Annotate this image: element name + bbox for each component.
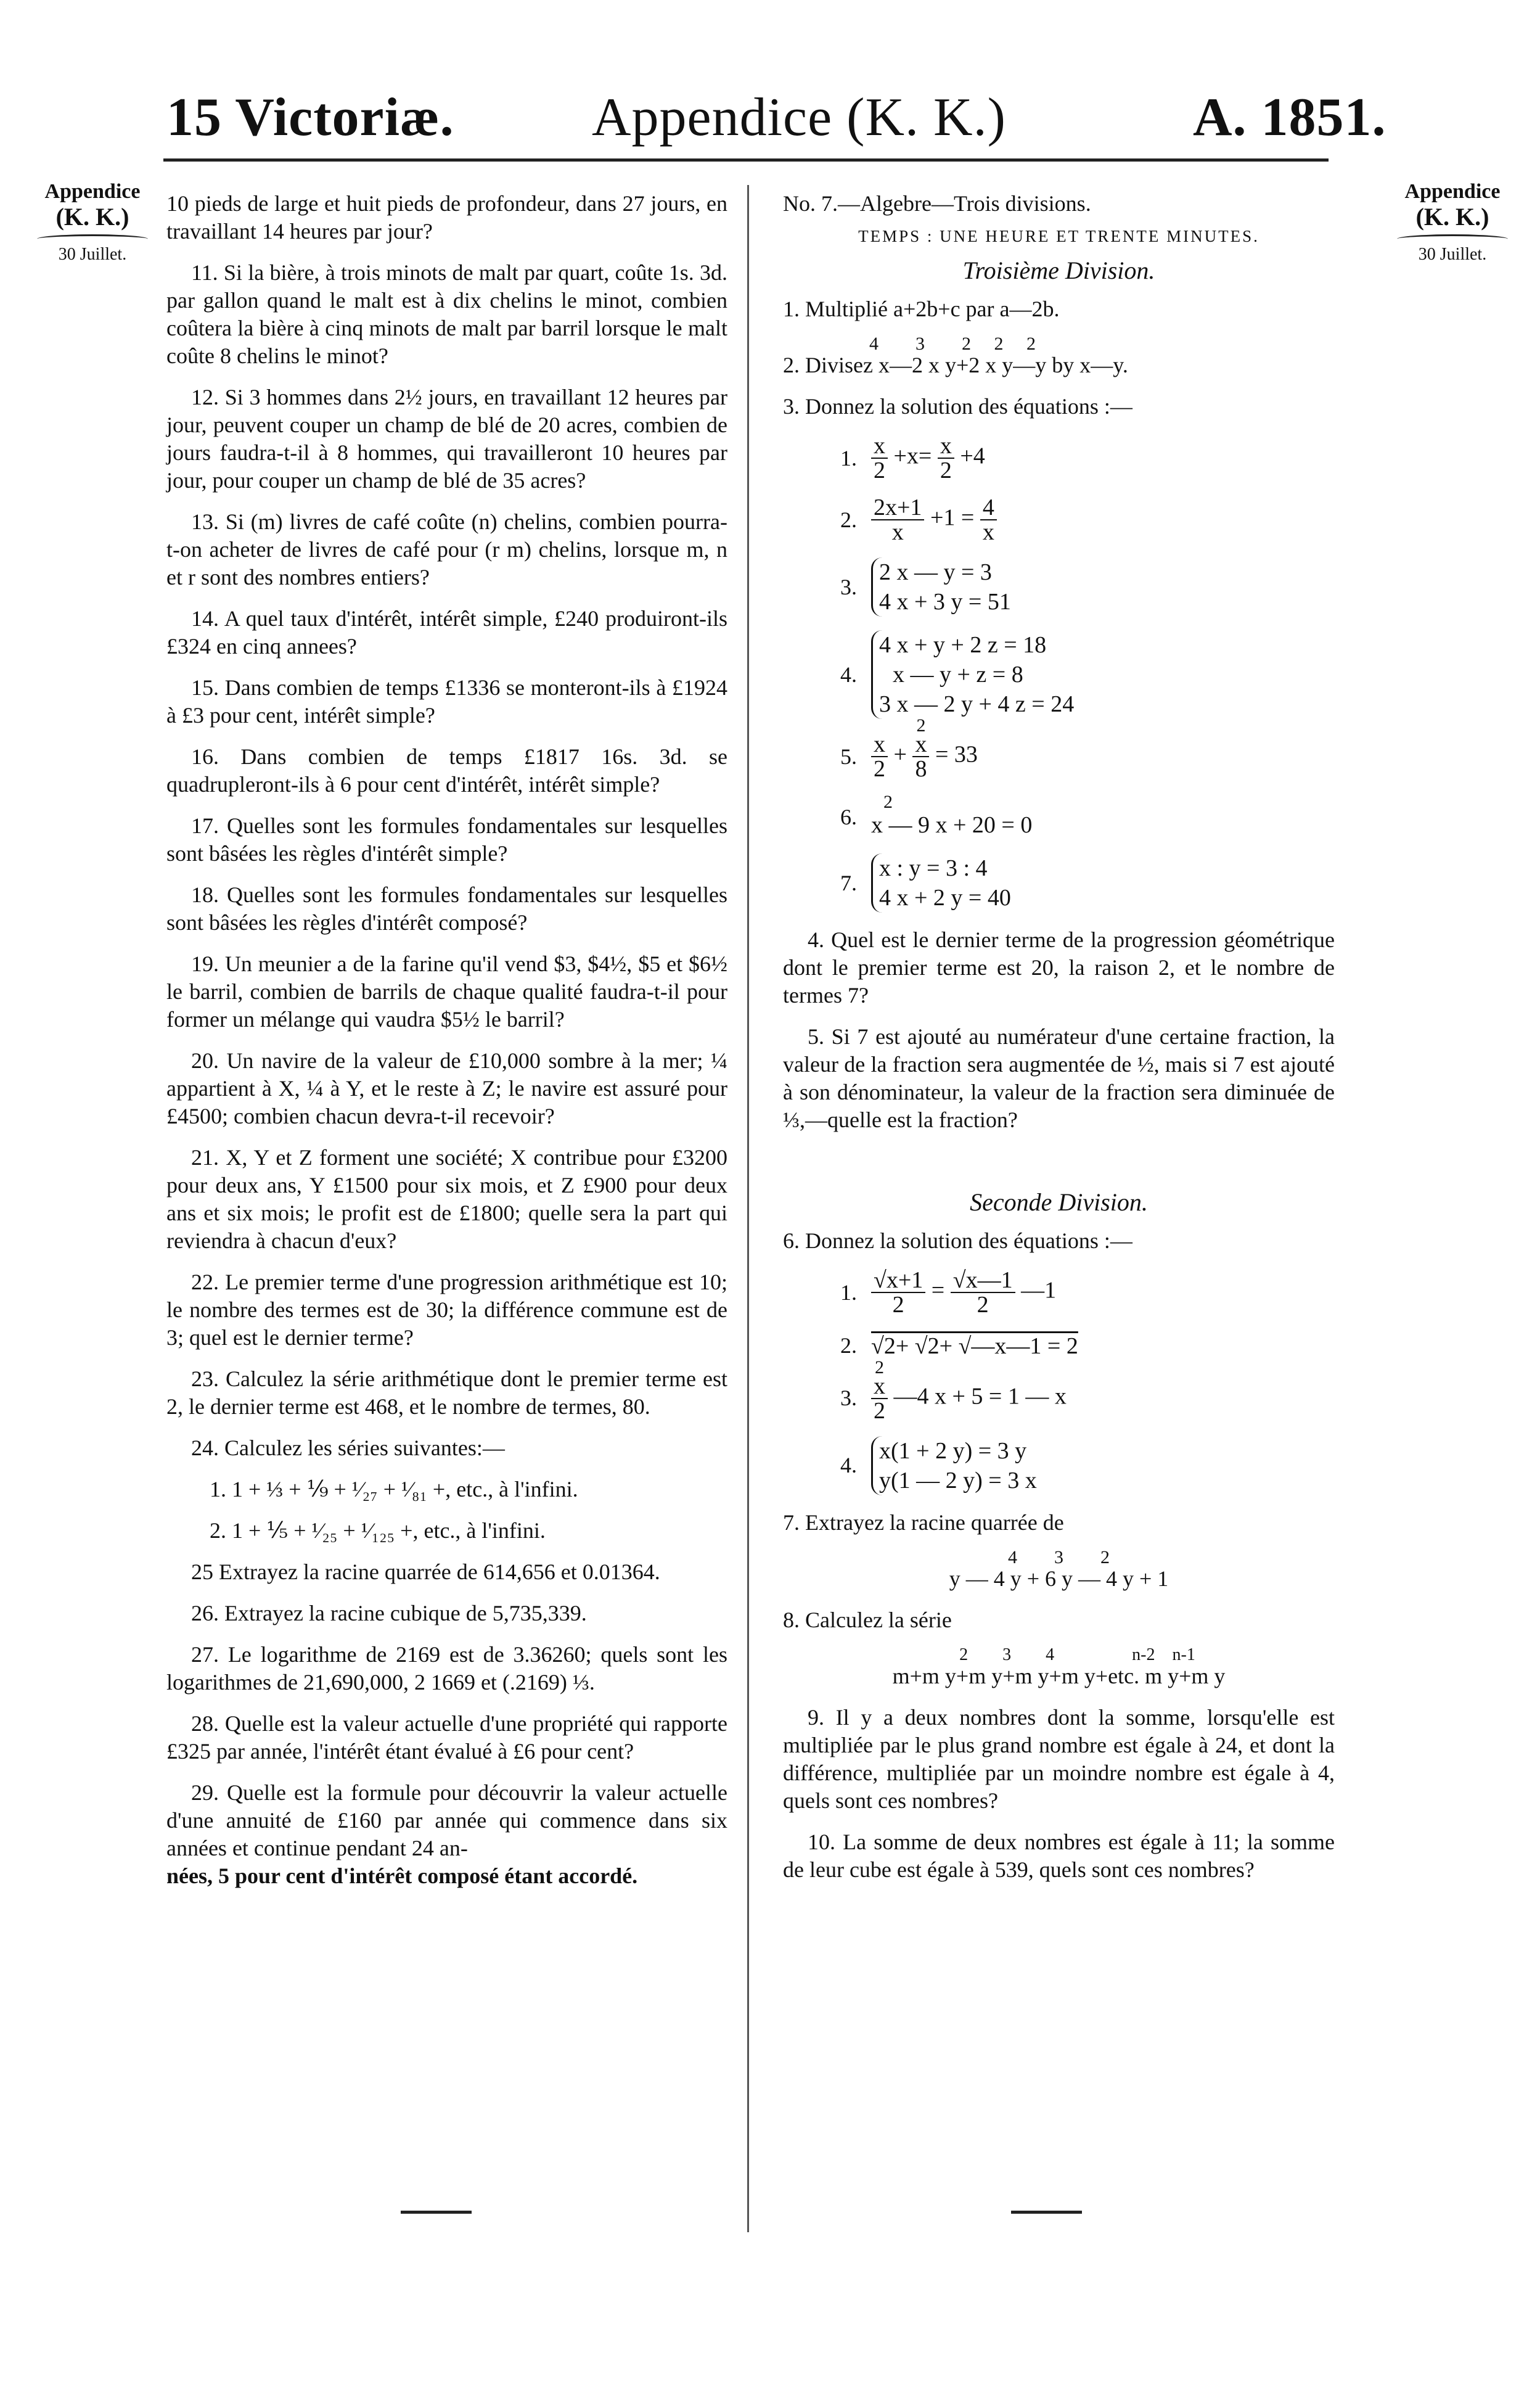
margin-note-date: 30 Juillet. xyxy=(1418,245,1487,264)
denominator: 2 xyxy=(874,1397,885,1424)
end-rule xyxy=(401,2211,472,2214)
question-22: 22. Le premier terme d'une progression arithmétique est 10; le nombre des termes est de 30; la différence commune est de 3; quel est le dernier terme? xyxy=(166,1270,727,1350)
denominator: 2 xyxy=(940,458,952,483)
header-session: 15 Victoriæ. xyxy=(166,88,454,147)
algebra-q6: 6. Donnez la solution des équations :— xyxy=(783,1228,1132,1253)
equation-label: 3. xyxy=(840,574,857,599)
margin-note-label: Appendice xyxy=(1404,180,1501,203)
equation-4 xyxy=(783,630,1335,719)
question-24-series-1: 1. 1 + ⅓ + ⅑ + ¹⁄₂₇ + ¹⁄₈₁ +, etc., à l'infini. xyxy=(210,1477,578,1502)
equation-label: 1. xyxy=(840,1280,857,1305)
numerator: x xyxy=(871,1374,888,1399)
numerator: √x+1 xyxy=(871,1268,925,1293)
equation-3 xyxy=(783,557,1335,617)
question-28: 28. Quelle est la valeur actuelle d'une propriété qui rapporte £325 par année, l'intérêt étant évalué à £6 pour cent? xyxy=(166,1711,727,1764)
question-17: 17. Quelles sont les formules fondamentales sur lesquelles sont bâsées les règles d'intérêt simple? xyxy=(166,813,727,866)
exponent: 2 xyxy=(883,792,893,812)
algebra-q3: 3. Donnez la solution des équations :— xyxy=(783,394,1132,419)
radical-equation-1 xyxy=(783,1268,1335,1317)
exponent: 2 xyxy=(916,715,926,736)
equation-label: 7. xyxy=(840,870,857,895)
system-line: 4 x + 2 y = 40 xyxy=(879,885,1011,911)
algebra-q7: 7. Extrayez la racine quarrée de xyxy=(783,1510,1064,1535)
equation-label: 2. xyxy=(840,1333,857,1358)
equation-label: 4. xyxy=(840,1453,857,1478)
algebra-q7-expression: y — 4 y + 6 y — 4 y + 1 xyxy=(949,1566,1169,1591)
equation-text: —1 xyxy=(1021,1277,1057,1304)
margin-note-left xyxy=(31,180,154,265)
equation-label: 2. xyxy=(840,507,857,532)
algebra-q7-exponents: 4 3 2 xyxy=(1008,1547,1110,1567)
algebra-q2: 2. Divisez x—2 x y+2 x y—y by x—y. xyxy=(783,353,1128,377)
numerator: x xyxy=(871,733,888,757)
question-29: 29. Quelle est la formule pour découvrir la valeur actuelle d'une annuité de £160 par année qui commence dans six années et continue pendant 24 an- xyxy=(166,1780,727,1860)
numerator: x xyxy=(938,434,954,459)
equation-text: +1 = xyxy=(930,504,975,531)
equation-label: 1. xyxy=(840,445,857,470)
question-25: 25 Extrayez la racine quarrée de 614,656 et 0.01364. xyxy=(191,1559,660,1584)
header-year: A. 1851. xyxy=(1193,88,1386,147)
system-line: 3 x — 2 y + 4 z = 24 xyxy=(879,691,1075,717)
equation-text: = 33 xyxy=(935,741,978,768)
equation-label: 3. xyxy=(840,1386,857,1411)
end-rule xyxy=(1011,2211,1082,2214)
equation-label: 5. xyxy=(840,744,857,769)
denominator: 2 xyxy=(892,1292,904,1318)
numerator: x xyxy=(871,434,888,459)
question-19: 19. Un meunier a de la farine qu'il vend $3, $4½, $5 et $6½ le barril, combien de barrils de chaque qualité faudra-t-il pour former un mélange qui vaudra $5½ le barril? xyxy=(166,951,727,1032)
equation-text: √2+ √2+ √—x—1 = 2 xyxy=(871,1333,1078,1359)
question-21: 21. X, Y et Z forment une société; X contribue pour £3200 pour deux ans, Y £1500 pour six mois, et Z £900 pour deux ans et six mois; le profit est de £1800; quelle sera la part qui reviendra à chacun d'eux? xyxy=(166,1145,727,1253)
header-title: Appendice (K. K.) xyxy=(592,88,1006,147)
radical-equation-2 xyxy=(783,1330,1335,1361)
brace-icon xyxy=(1397,234,1508,244)
question-20: 20. Un navire de la valeur de £10,000 sombre à la mer; ¼ appartient à X, ¼ à Y, et le reste à Z; le navire est assuré pour £4500; combien chacun devra-t-il recevoir? xyxy=(166,1048,727,1128)
equation-6 xyxy=(783,794,1335,840)
numerator: √x—1 xyxy=(951,1268,1015,1293)
question-16: 16. Dans combien de temps £1817 16s. 3d. se quadrupleront-ils à 6 pour cent d'intérêt, intérêt simple? xyxy=(166,744,727,797)
question-12: 12. Si 3 hommes dans 2½ jours, en travaillant 12 heures par jour, peuvent couper un champ de blé de 20 acres, combien de jours faudra-t-il à 8 hommes, qui travailleront 10 heures par jour, pour couper un champ de blé de 35 acres? xyxy=(166,385,727,493)
system-line: x : y = 3 : 4 xyxy=(879,855,988,881)
algebra-q9: 9. Il y a deux nombres dont la somme, lorsqu'elle est multipliée par le plus grand nombre est égale à 24, et dont la différence, multipliée par un moindre nombre est égale à 4, quels sont ces nombres? xyxy=(783,1704,1335,1813)
equation-text: = xyxy=(931,1277,945,1304)
equation-2 xyxy=(783,496,1335,544)
question-14: 14. A quel taux d'intérêt, intérêt simple, £240 produiront-ils £324 en cinq annees? xyxy=(166,606,727,659)
algebra-q10: 10. La somme de deux nombres est égale à 11; la somme de leur cube est égale à 539, quels sont ces nombres? xyxy=(783,1829,1335,1882)
equation-text: +4 xyxy=(960,443,985,469)
left-column xyxy=(166,190,727,1904)
question-24: 24. Calculez les séries suivantes:— xyxy=(191,1436,505,1460)
question-23: 23. Calculez la série arithmétique dont le premier terme est 2, le dernier terme est 468, et le nombre de termes, 80. xyxy=(166,1366,727,1419)
algebra-q8-expression: m+m y+m y+m y+m y+etc. m y+m y xyxy=(892,1663,1226,1688)
column-divider xyxy=(747,185,749,2232)
question-29-end: nées, 5 pour cent d'intérêt composé étant accordé. xyxy=(166,1863,638,1888)
system-line: 4 x + 3 y = 51 xyxy=(879,589,1011,615)
question-27: 27. Le logarithme de 2169 est de 3.36260; quels sont les logarithmes de 21,690,000, 2 1669 et (.2169) ⅓. xyxy=(166,1642,727,1695)
algebra-q4: 4. Quel est le dernier terme de la progression géométrique dont le premier terme est 20, la raison 2, et le nombre de termes 7? xyxy=(783,927,1335,1008)
exam-duration: TEMPS : UNE HEURE ET TRENTE MINUTES. xyxy=(858,227,1259,245)
denominator: 2 xyxy=(874,756,885,782)
denominator: x xyxy=(891,519,904,545)
section-title-third: Troisième Division. xyxy=(962,257,1155,284)
equation-text: —4 x + 5 = 1 — x xyxy=(893,1383,1067,1410)
equation-text: + xyxy=(893,741,907,768)
right-column xyxy=(783,190,1335,1897)
denominator: x xyxy=(982,519,994,545)
numerator: x xyxy=(912,733,929,757)
question-26: 26. Extrayez la racine cubique de 5,735,339. xyxy=(191,1601,587,1625)
system-line: 2 x — y = 3 xyxy=(879,559,992,585)
system-line: x(1 + 2 y) = 3 y xyxy=(879,1437,1027,1464)
algebra-q8-exponents: 2 3 4 n-2 n-1 xyxy=(959,1645,1195,1664)
header-rule xyxy=(163,158,1329,162)
numerator: 4 xyxy=(980,496,997,520)
margin-note-code: (K. K.) xyxy=(55,203,129,231)
equation-7 xyxy=(783,853,1335,913)
question-13: 13. Si (m) livres de café coûte (n) chelins, combien pourra-t-on acheter de livres de café pour (r m) chelins, lorsque m, n et r sont des nombres entiers? xyxy=(166,509,727,590)
section-title-second: Seconde Division. xyxy=(970,1188,1148,1216)
question-11: 11. Si la bière, à trois minots de malt par quart, coûte 1s. 3d. par gallon quand le malt est à dix chelins le minot, combien coûtera la bière à cinq minots de malt par barril lorsque le malt coûte 8 chelins le minot? xyxy=(166,260,727,368)
margin-note-date: 30 Juillet. xyxy=(58,245,127,264)
question-18: 18. Quelles sont les formules fondamentales sur lesquelles sont bâsées les règles d'intérêt composé? xyxy=(166,882,727,935)
algebra-q5: 5. Si 7 est ajouté au numérateur d'une certaine fraction, la valeur de la fraction sera augmentée de ½, mais si 7 est ajouté à son dénominateur, la valeur de la fraction sera diminuée de ⅓,—quelle est la fraction? xyxy=(783,1024,1335,1132)
algebra-q8: 8. Calculez la série xyxy=(783,1607,952,1632)
equation-1 xyxy=(783,434,1335,482)
margin-note-label: Appendice xyxy=(44,180,141,203)
question-24-series-2: 2. 1 + ⅕ + ¹⁄₂₅ + ¹⁄₁₂₅ +, etc., à l'infini. xyxy=(210,1518,546,1543)
system-line: 4 x + y + 2 z = 18 xyxy=(879,632,1047,658)
numerator: 2x+1 xyxy=(871,496,924,520)
system-line: y(1 — 2 y) = 3 x xyxy=(879,1467,1037,1493)
denominator: 2 xyxy=(977,1292,989,1318)
denominator: 8 xyxy=(915,756,927,782)
equation-label: 4. xyxy=(840,662,857,687)
radical-equation-3 xyxy=(783,1357,1335,1424)
question-15: 15. Dans combien de temps £1336 se monteront-ils à £1924 à £3 pour cent, intérêt simple? xyxy=(166,675,727,728)
brace-icon xyxy=(37,234,148,244)
equation-label: 6. xyxy=(840,804,857,829)
equation-text: +x= xyxy=(893,443,932,469)
radical-equation-4 xyxy=(783,1436,1335,1495)
algebra-q1: 1. Multiplié a+2b+c par a—2b. xyxy=(783,297,1060,321)
exam-heading: No. 7.—Algebre—Trois divisions. xyxy=(783,191,1091,216)
system-line: x — y + z = 8 xyxy=(893,662,1023,688)
equation-text: x — 9 x + 20 = 0 xyxy=(871,812,1033,838)
equation-5 xyxy=(783,715,1335,782)
margin-note-right xyxy=(1391,180,1514,265)
margin-note-code: (K. K.) xyxy=(1415,203,1489,231)
exponent: 2 xyxy=(875,1357,884,1378)
algebra-q2-exponents: 4 3 2 2 2 xyxy=(869,334,1036,354)
denominator: 2 xyxy=(874,458,885,483)
question-10-cont: 10 pieds de large et huit pieds de profondeur, dans 27 jours, en travaillant 14 heures par jour? xyxy=(166,191,727,244)
